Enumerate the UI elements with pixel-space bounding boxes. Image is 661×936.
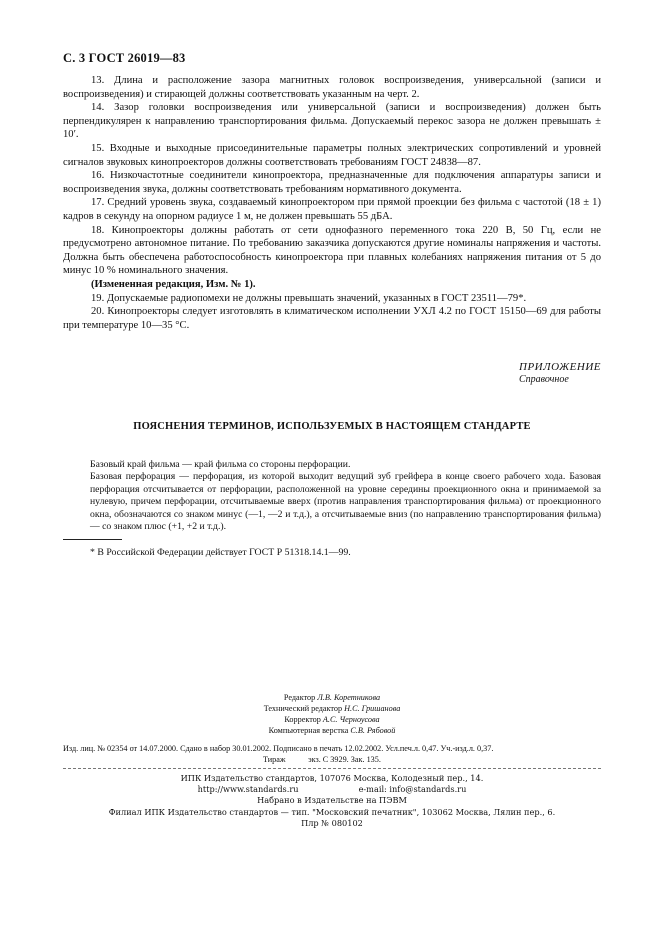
definition-base-edge: Базовый край фильма — край фильма со стороны перфорации. [90, 459, 351, 470]
clause-18: 18. Кинопроекторы должны работать от сети однофазного переменного тока 220 В, 50 Гц, если не предусмотрено автономное питание. По требованию заказчика допускаются другие номиналы напряжения и частоты. Должна быть обеспечена работоспособность кинопроектора при плавных колебаниях напряжения питания от 5 до минус 10 % номинального значения. [63, 224, 601, 277]
staff-name: С.В. Рябовой [350, 726, 396, 735]
publisher-contacts [63, 784, 601, 795]
appendix-title: ПРИЛОЖЕНИЕ [519, 361, 601, 373]
staff-credits [63, 692, 601, 736]
clause-16: 16. Низкочастотные соединители кинопроектора, предназначенные для подключения аппаратуры записи и воспроизведения звука, должны соответствовать требованиям нормативного документа. [63, 170, 601, 195]
license-number: Плр № 080102 [301, 817, 363, 828]
footnote: * В Российской Федерации действует ГОСТ Р 51318.14.1—99. [90, 547, 351, 558]
main-text [63, 74, 601, 332]
staff-role: Корректор [284, 715, 321, 724]
amendment-note: (Измененная редакция, Изм. № 1). [91, 278, 256, 290]
publisher-email[interactable]: e-mail: info@standards.ru [358, 784, 467, 795]
printer-info: Филиал ИПК Издательство стандартов — тип. "Московский печатник", 103062 Москва, Лялин пер., 6. [108, 806, 556, 817]
publication-line: Изд. лиц. № 02354 от 14.07.2000. Сдано в набор 30.01.2002. Подписано в печать 12.02.2002. Усл.печ.л. 0,47. Уч.-изд.л. 0,37. [63, 744, 494, 753]
definitions [90, 459, 601, 533]
staff-name: Л.В. Коретникова [317, 693, 381, 702]
definition-base-perforation: Базовая перфорация — перфорация, из которой выходит ведущий зуб грейфера в конце своего рабочего хода. Базовая перфорация отсчитывается от перфорации, расположенной на уровне середины проекционного окна и принимаемой за нулевую, причем перфорации, отсчитываемые вверх (против направления транспортирования фильма) от проекционного окна, обозначаются со знаком минус (—1, —2 и т.д.), а отсчитываемые вниз (по направлению транспортирования фильма) — со знаком плюс (+1, +2 и т.д.). [90, 471, 601, 533]
clause-19: 19. Допускаемые радиопомехи не должны превышать значений, указанных в ГОСТ 23511—79*. [91, 292, 527, 304]
staff-row [63, 703, 601, 714]
typeset-note: Набрано в Издательстве на ПЭВМ [257, 795, 407, 806]
staff-name: А.С. Черноусова [322, 715, 380, 724]
staff-name: Н.С. Гришанова [344, 704, 401, 713]
section-title: ПОЯСНЕНИЯ ТЕРМИНОВ, ИСПОЛЬЗУЕМЫХ В НАСТОЯЩЕМ СТАНДАРТЕ [133, 421, 531, 432]
page-header: С. 3 ГОСТ 26019—83 [63, 51, 186, 65]
appendix-label [519, 361, 601, 385]
staff-role: Компьютерная верстка [268, 726, 349, 735]
staff-row [63, 725, 601, 736]
publisher-address: ИПК Издательство стандартов, 107076 Москва, Колодезный пер., 14. [180, 773, 484, 783]
imprint-divider [63, 768, 601, 769]
clause-13: 13. Длина и расположение зазора магнитных головок воспроизведения, универсальной (записи и воспроизведения) и стирающей должны соответствовать указанным на черт. 2. [63, 75, 601, 100]
clause-17: 17. Средний уровень звука, создаваемый кинопроектором при прямой проекции без фильма с частотой (18 ± 1) кадров в секунду на опорном радиусе 1 м, не должен превышать 55 дБА. [63, 197, 601, 222]
publisher-website[interactable]: http://www.standards.ru [197, 784, 299, 795]
footnote-divider [63, 539, 122, 540]
publication-info [63, 743, 601, 765]
staff-role: Технический редактор [263, 704, 343, 713]
staff-row [63, 714, 601, 725]
staff-role: Редактор [283, 693, 316, 702]
clause-14: 14. Зазор головки воспроизведения или универсальной (записи и воспроизведения) должен быть перпендикулярен к направлению транспортирования фильма. Допускаемый перекос зазора не должен превышать ± 10′. [63, 102, 601, 141]
clause-20: 20. Кинопроекторы следует изготовлять в климатическом исполнении УХЛ 4.2 по ГОСТ 15150—69 для работы при температуре 10—35 °С. [63, 306, 601, 331]
staff-row [63, 692, 601, 703]
appendix-subtitle: Справочное [519, 374, 569, 385]
publisher-info [63, 773, 601, 829]
publication-line: Тираж экз. С 3929. Зак. 135. [263, 755, 381, 764]
clause-15: 15. Входные и выходные присоединительные параметры полных электрических сопротивлений и уровней сигналов звуковых кинопроекторов должны соответствовать требованиям ГОСТ 24838—87. [63, 142, 601, 168]
